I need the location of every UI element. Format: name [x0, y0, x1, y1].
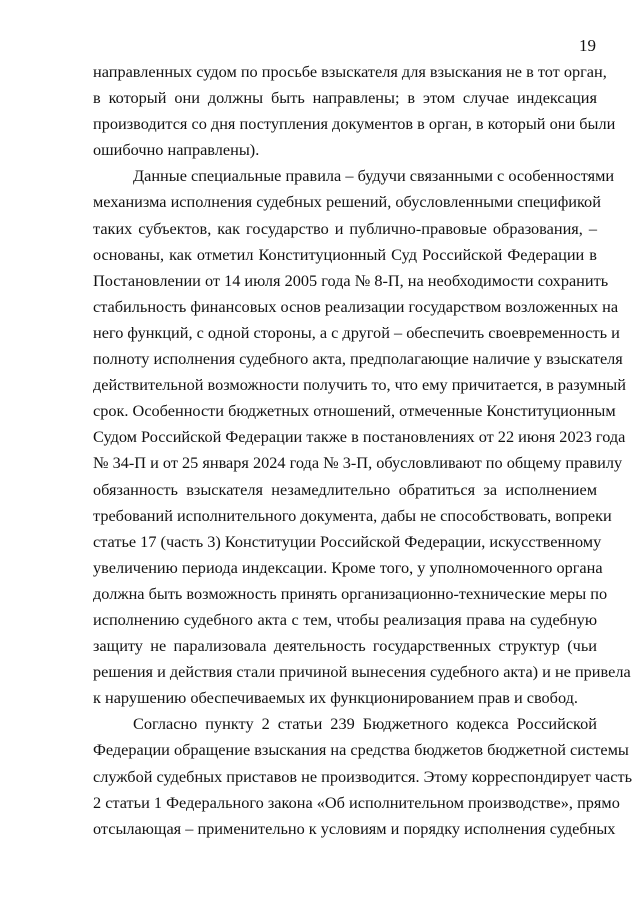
- text-line: него функций, с одной стороны, а с другой – обеспечить своевременность и: [93, 322, 620, 342]
- text-line: исполнению судебного акта с тем, чтобы реализация права на судебную: [93, 609, 597, 629]
- text-line: таких субъектов, как государство и публично-правовые образования, –: [93, 218, 597, 238]
- paragraph-3: [93, 711, 633, 841]
- document-body: [93, 59, 633, 842]
- text-line: Согласно пункту 2 статьи 239 Бюджетного кодекса Российской: [133, 714, 597, 734]
- text-line: обязанность взыскателя незамедлительно обратиться за исполнением: [93, 479, 597, 499]
- text-line: защиту не парализовала деятельность государственных структур (чьи: [93, 636, 597, 656]
- text-line: полноту исполнения судебного акта, предполагающие наличие у взыскателя: [93, 349, 623, 369]
- text-line: решения и действия стали причиной вынесения судебного акта) и не привела: [93, 662, 631, 682]
- text-line: срок. Особенности бюджетных отношений, отмеченные Конституционным: [93, 401, 616, 421]
- text-line: № 34-П и от 25 января 2024 года № 3-П, обусловливают по общему правилу: [93, 453, 623, 473]
- text-line: в который они должны быть направлены; в этом случае индексация: [93, 88, 597, 108]
- text-line: Постановлении от 14 июля 2005 года № 8-П, на необходимости сохранить: [93, 270, 609, 290]
- text-line: требований исполнительного документа, дабы не способствовать, вопреки: [93, 505, 612, 525]
- text-line: направленных судом по просьбе взыскателя для взыскания не в тот орган,: [93, 62, 607, 81]
- text-line: действительной возможности получить то, что ему причитается, в разумный: [93, 375, 626, 395]
- text-line: Федерации обращение взыскания на средства бюджетов бюджетной системы: [93, 740, 629, 760]
- paragraph-1: [93, 59, 616, 163]
- text-line: к нарушению обеспечиваемых их функционированием прав и свобод.: [93, 688, 578, 708]
- text-line: Судом Российской Федерации также в постановлениях от 22 июня 2023 года: [93, 427, 626, 447]
- text-line: ошибочно направлены).: [93, 140, 260, 160]
- text-line: отсылающая – применительно к условиям и порядку исполнения судебных: [93, 818, 616, 838]
- text-line: статье 17 (часть 3) Конституции Российской Федерации, искусственному: [93, 531, 602, 551]
- text-line: службой судебных приставов не производится. Этому корреспондирует часть: [93, 766, 633, 786]
- page-number: 19: [579, 36, 596, 55]
- text-line: основаны, как отметил Конституционный Суд Российской Федерации в: [93, 244, 597, 264]
- text-line: производится со дня поступления документов в орган, в который они были: [93, 114, 616, 134]
- text-line: должна быть возможность принять организационно-технические меры по: [93, 583, 608, 603]
- text-line: Данные специальные правила – будучи связанными с особенностями: [133, 166, 615, 186]
- text-line: 2 статьи 1 Федерального закона «Об исполнительном производстве», прямо: [93, 792, 620, 812]
- text-line: стабильность финансовых основ реализации государством возложенных на: [93, 296, 619, 316]
- text-line: механизма исполнения судебных решений, обусловленными спецификой: [93, 192, 601, 212]
- text-line: увеличению периода индексации. Кроме того, у уполномоченного органа: [93, 557, 603, 577]
- paragraph-2: [93, 163, 631, 711]
